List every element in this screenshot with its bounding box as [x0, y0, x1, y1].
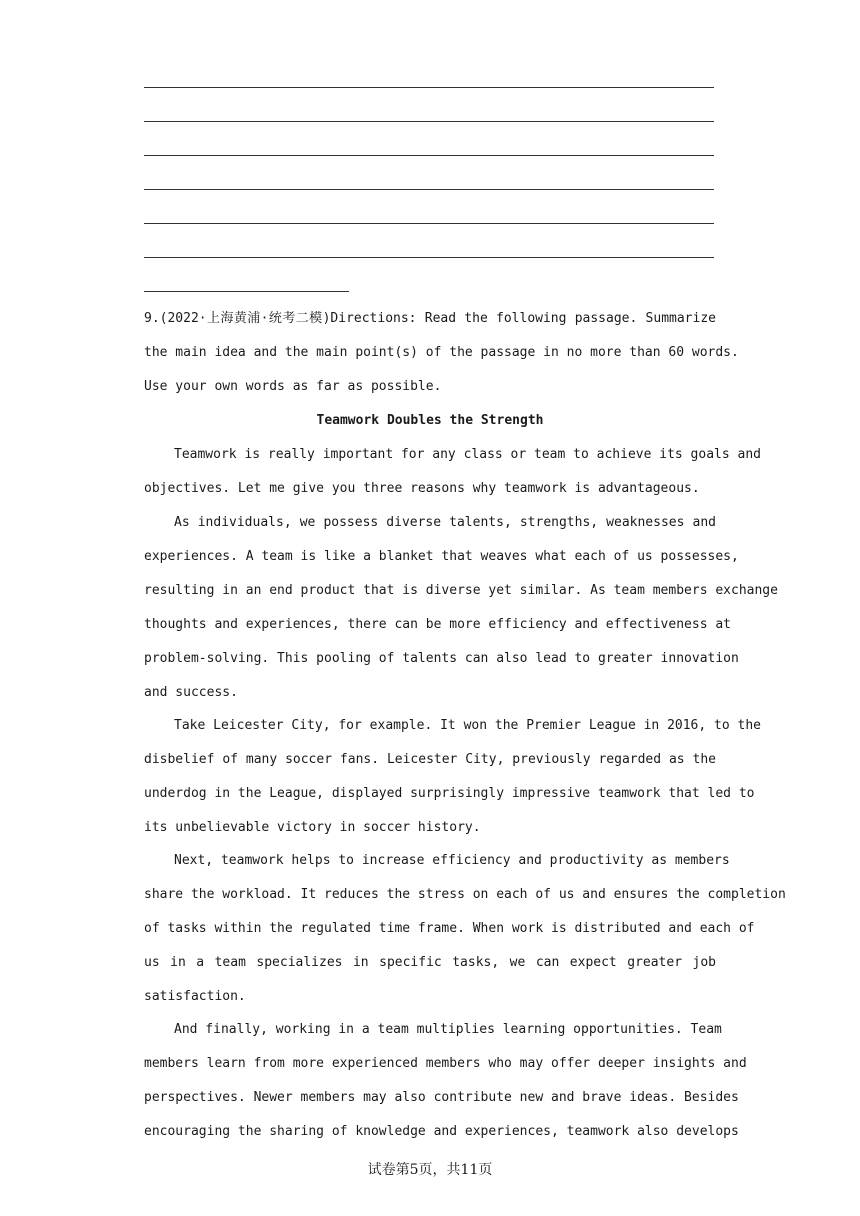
passage-line: Take Leicester City, for example. It won the Premier League in 2016, to the [174, 718, 761, 733]
question-line: 9.(2022·上海黄浦·统考二模)Directions: Read the following passage. Summarize [144, 311, 716, 326]
passage-line: As individuals, we possess diverse talents, strengths, weaknesses and [174, 515, 716, 530]
passage-line: satisfaction. [144, 989, 246, 1004]
passage-line: its unbelievable victory in soccer history. [144, 820, 481, 835]
question-line: Use your own words as far as possible. [144, 379, 442, 394]
answer-line [144, 189, 714, 190]
passage-line: of tasks within the regulated time frame. When work is distributed and each of [144, 921, 755, 936]
passage-line: experiences. A team is like a blanket that weaves what each of us possesses, [144, 549, 739, 564]
answer-line [144, 121, 714, 122]
passage-line: and success. [144, 685, 238, 700]
passage-line: And finally, working in a team multiplies learning opportunities. Team [174, 1022, 722, 1037]
passage-line: perspectives. Newer members may also contribute new and brave ideas. Besides [144, 1090, 739, 1105]
answer-line [144, 291, 349, 292]
passage-line: encouraging the sharing of knowledge and experiences, teamwork also develops [144, 1124, 739, 1139]
answer-line [144, 223, 714, 224]
passage-line: Next, teamwork helps to increase efficiency and productivity as members [174, 853, 730, 868]
question-line: the main idea and the main point(s) of the passage in no more than 60 words. [144, 345, 739, 360]
passage-line: thoughts and experiences, there can be more efficiency and effectiveness at [144, 617, 731, 632]
passage-line: problem-solving. This pooling of talents can also lead to greater innovation [144, 651, 739, 666]
passage-line: resulting in an end product that is diverse yet similar. As team members exchange [144, 583, 778, 598]
passage-line: share the workload. It reduces the stress on each of us and ensures the completion [144, 887, 786, 902]
passage-line: disbelief of many soccer fans. Leicester City, previously regarded as the [144, 752, 716, 767]
passage-line: Teamwork is really important for any class or team to achieve its goals and [174, 447, 761, 462]
passage-line: us in a team specializes in specific tasks, we can expect greater job [144, 955, 716, 970]
answer-line [144, 155, 714, 156]
passage-title: Teamwork Doubles the Strength [316, 413, 544, 428]
answer-line [144, 257, 714, 258]
passage-line: objectives. Let me give you three reasons why teamwork is advantageous. [144, 481, 700, 496]
page-footer: 试卷第5页，共11页 [367, 1162, 493, 1178]
passage-line: underdog in the League, displayed surprisingly impressive teamwork that led to [144, 786, 755, 801]
answer-line [144, 87, 714, 88]
passage-line: members learn from more experienced members who may offer deeper insights and [144, 1056, 747, 1071]
